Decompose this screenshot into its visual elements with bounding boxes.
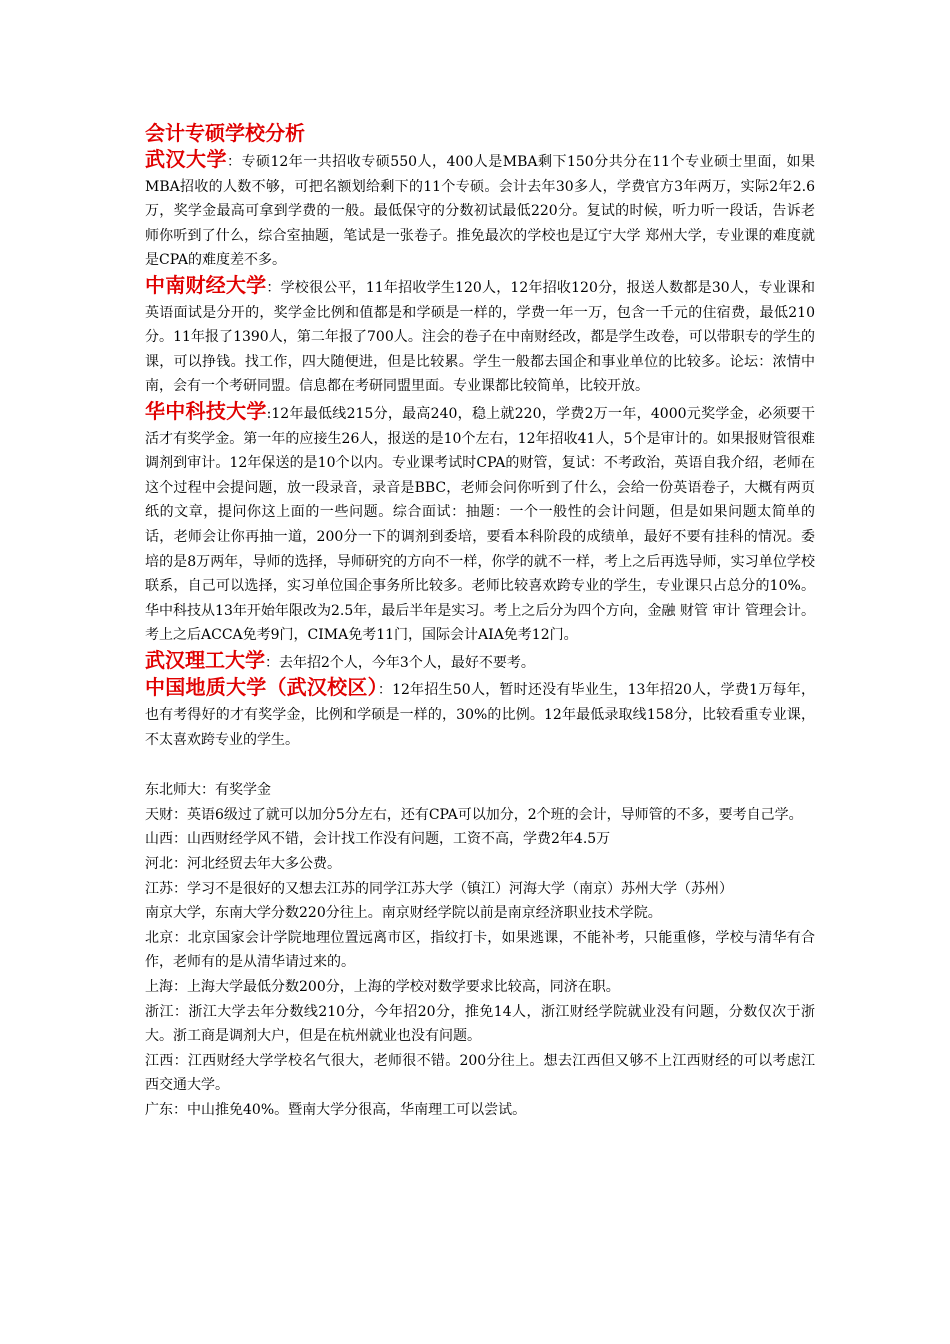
region-note: 北京：北京国家会计学院地理位置远离市区，指纹打卡，如果逃课，不能补考，只能重修，学校与清华有合作，老师有的是从清华请过来的。 [145,929,815,971]
region-note: 天财：英语6级过了就可以加分5分左右，还有CPA可以加分，2个班的会计，导师管的不多，要考自己学。 [145,806,803,823]
region-note: 河北：河北经贸去年大多公费。 [145,856,341,873]
region-note: 江西：江西财经大学学校名气很大，老师很不错。200分往上。想去江西但又够不上江西财经的可以考虑江西交通大学。 [145,1052,815,1094]
school-section-whut [145,648,815,676]
school-name: 武汉理工大学 [145,647,265,672]
region-note: 浙江：浙江大学去年分数线210分，今年招20分，推免14人，浙江财经学院就业没有问题，分数仅次于浙大。浙工商是调剂大户，但是在杭州就业也没有问题。 [145,1003,815,1045]
school-description: ：去年招2个人，今年3个人，最好不要考。 [265,654,535,671]
school-section-znufe [145,273,815,399]
school-name: 中国地质大学（武汉校区） [145,675,378,700]
school-description: ：学校很公平，11年招收学生120人，12年招收120分，报送人数都是30人，专业课和英语面试是分开的，奖学金比例和值都是和学硕是一样的，学费一年一万，包含一千元的住宿费，最低210分。11年报了1390人，第二年报了700人。注会的卷子在中南财经改，都是学生改卷，可以带职专的学生的课，可以挣钱。找工作，四大随便进，但是比较累。学生一般都去国企和事业单位的比较多。论坛：浓情中南，会有一个考研同盟。信息都在考研同盟里面。专业课都比较简单，比较开放。 [145,279,816,395]
document-title: 会计专硕学校分析 [145,121,305,145]
document-page [145,120,815,1123]
region-note: 南京大学，东南大学分数220分往上。南京财经学院以前是南京经济职业技术学院。 [145,905,662,922]
school-name: 武汉大学 [145,147,227,171]
section-spacer [145,752,815,778]
school-description: ：12年招生50人，暂时还没有毕业生，13年招20人，学费1万每年，也有考得好的才有奖学金，比例和学硕是一样的，30%的比例。12年最低录取线158分，比较看重专业课，不太喜欢跨专业的学生。 [145,682,816,748]
school-name: 中南财经大学 [145,272,267,297]
region-note: 山西：山西财经学风不错，会计找工作没有问题，工资不高，学费2年4.5万 [145,831,611,848]
school-name: 华中科技大学 [145,398,267,423]
region-note: 上海：上海大学最低分数200分，上海的学校对数学要求比较高，同济在职。 [145,979,620,995]
school-section-whu [145,147,815,273]
school-description: ：专硕12年一共招收专硕550人，400人是MBA剩下150分共分在11个专业硕士里面，如果MBA招收的人数不够，可把名额划给剩下的11个专硕。会计去年30多人，学费官方3年两万，实际2年2.6万，奖学金最高可拿到学费的一般。最低保守的分数初试最低220分。复试的时候，听力听一段话，告诉老师你听到了什么，综合室抽题，笔试是一张卷子。推免最次的学校也是辽宁大学 郑州大学，专业课的难度就是CPA的难度差不多。 [145,154,815,269]
region-note: 广东：中山推免40%。暨南大学分很高，华南理工可以尝试。 [145,1101,527,1118]
region-note: 江苏：学习不是很好的又想去江苏的同学江苏大学（镇江）河海大学（南京）苏州大学（苏州） [145,880,733,897]
school-section-hust [145,399,815,648]
school-section-cug [145,675,815,752]
region-note: 东北师大：有奖学金 [145,782,271,799]
school-description: :12年最低线215分，最高240，稳上就220，学费2万一年，4000元奖学金，必须要干活才有奖学金。第一年的应接生26人，报送的是10个左右，12年招收41人，5个是审计的。如果报财管很难调剂到审计。12年保送的是10个以内。专业课考试时CPA的财管，复试：不考政治，英语自我介绍，老师在这个过程中会提问题，放一段录音，录音是BBC，老师会问你听到了什么，会给一份英语卷子，大概有两页纸的文章，提问你这上面的一些问题。综合面试：抽题：一个一般性的会计问题，但是如果问题太简单的话，老师会让你再抽一道，200分一下的调剂到委培，要看本科阶段的成绩单，最好不要有挂科的情况。委培的是8万两年，导师的选择，导师研究的方向不一样，你学的就不一样，考上之后再选导师，实习单位学校联系，自己可以选择，实习单位国企事务所比较多。老师比较喜欢跨专业的学生，专业课只占总分的10%。华中科技从13年开始年限改为2.5年，最后半年是实习。考上之后分为四个方向，金融 财管 审计 管理会计。考上之后ACCA免考9门，CIMA免考11门，国际会计AIA免考12门。 [145,405,815,644]
